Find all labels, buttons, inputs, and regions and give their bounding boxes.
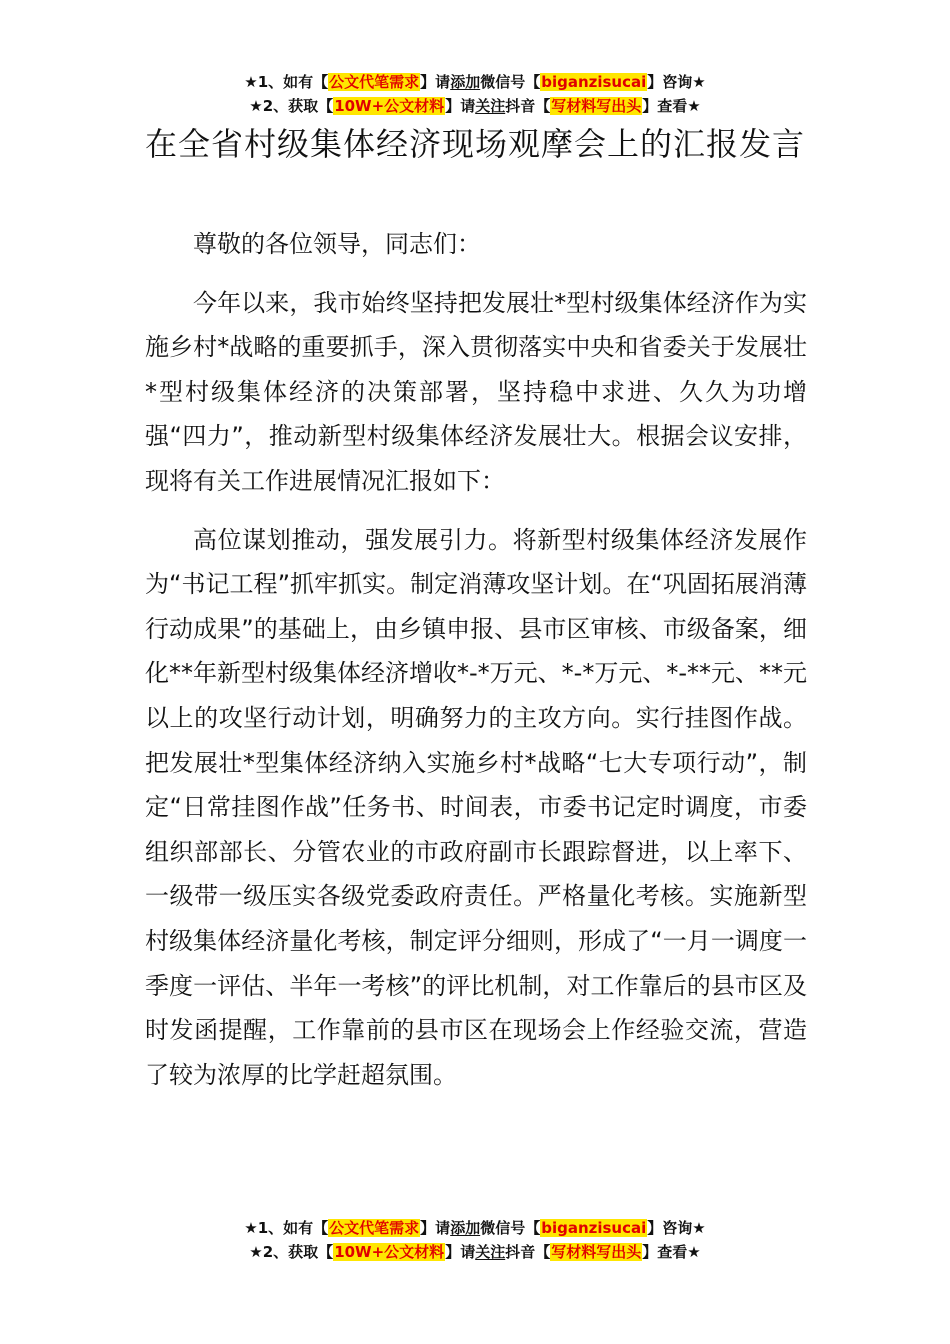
promo-text: 】请 bbox=[420, 73, 451, 91]
salutation-paragraph: 尊敬的各位领导，同志们： bbox=[193, 230, 481, 258]
promo-douyin-id: 写材料写出头 bbox=[551, 1243, 642, 1261]
promo-wechat-id: biganzisucai bbox=[541, 73, 647, 91]
header-promo-banner bbox=[0, 70, 950, 118]
promo-underlined: 关注 bbox=[475, 1243, 506, 1261]
promo-underlined: 添加 bbox=[450, 73, 481, 91]
promo-text: 】咨询★ bbox=[647, 1219, 706, 1237]
promo-wechat-id: biganzisucai bbox=[541, 1219, 647, 1237]
promo-douyin-id: 写材料写出头 bbox=[551, 97, 642, 115]
document-body bbox=[145, 222, 807, 1111]
promo-line-2 bbox=[0, 1240, 950, 1264]
intro-paragraph: 今年以来，我市始终坚持把发展壮*型村级集体经济作为实施乡村*战略的重要抓手，深入贯彻落实中央和省委关于发展壮*型村级集体经济的决策部署，坚持稳中求进、久久为功增强“四力”，推动新型村级集体经济发展壮大。根据会议安排，现将有关工作进展情况汇报如下： bbox=[145, 288, 807, 495]
body-paragraph: 高位谋划推动，强发展引力。将新型村级集体经济发展作为“书记工程”抓牢抓实。制定消薄攻坚计划。在“巩固拓展消薄行动成果”的基础上，由乡镇申报、县市区审核、市级备案，细化**年新型村级集体经济增收*-*万元、*-*万元、*-**元、**元以上的攻坚行动计划，明确努力的主攻方向。实行挂图作战。把发展壮*型集体经济纳入实施乡村*战略“七大专项行动”，制定“日常挂图作战”任务书、时间表，市委书记定时调度，市委组织部部长、分管农业的市政府副市长跟踪督进，以上率下、一级带一级压实各级党委政府责任。严格量化考核。实施新型村级集体经济量化考核，制定评分细则，形成了“一月一调度一季度一评估、半年一考核”的评比机制，对工作靠后的县市区及时发函提醒，工作靠前的县市区在现场会上作经验交流，营造了较为浓厚的比学赶超氛围。 bbox=[145, 525, 807, 1089]
promo-text: ★2、获取【 bbox=[249, 1243, 334, 1261]
promo-line-1 bbox=[0, 1216, 950, 1240]
document-title: 在全省村级集体经济现场观摩会上的汇报发言 bbox=[145, 125, 806, 163]
footer-promo-banner bbox=[0, 1216, 950, 1264]
promo-text: 抖音【 bbox=[505, 1243, 551, 1261]
promo-text: ★1、如有【 bbox=[244, 1219, 329, 1237]
promo-text: 】请 bbox=[445, 1243, 476, 1261]
promo-text: 抖音【 bbox=[505, 97, 551, 115]
promo-highlight: 10W+公文材料 bbox=[334, 97, 445, 115]
promo-line-1 bbox=[0, 70, 950, 94]
promo-text: 】咨询★ bbox=[647, 73, 706, 91]
promo-line-2 bbox=[0, 94, 950, 118]
promo-text: 微信号【 bbox=[480, 1219, 541, 1237]
promo-text: 】请 bbox=[445, 97, 476, 115]
promo-text: 】请 bbox=[420, 1219, 451, 1237]
promo-highlight: 公文代笔需求 bbox=[329, 73, 420, 91]
promo-text: ★1、如有【 bbox=[244, 73, 329, 91]
promo-text: 】查看★ bbox=[642, 97, 701, 115]
promo-text: ★2、获取【 bbox=[249, 97, 334, 115]
promo-underlined: 添加 bbox=[450, 1219, 481, 1237]
promo-highlight: 10W+公文材料 bbox=[334, 1243, 445, 1261]
promo-text: 】查看★ bbox=[642, 1243, 701, 1261]
promo-highlight: 公文代笔需求 bbox=[329, 1219, 420, 1237]
promo-text: 微信号【 bbox=[480, 73, 541, 91]
promo-underlined: 关注 bbox=[475, 97, 506, 115]
